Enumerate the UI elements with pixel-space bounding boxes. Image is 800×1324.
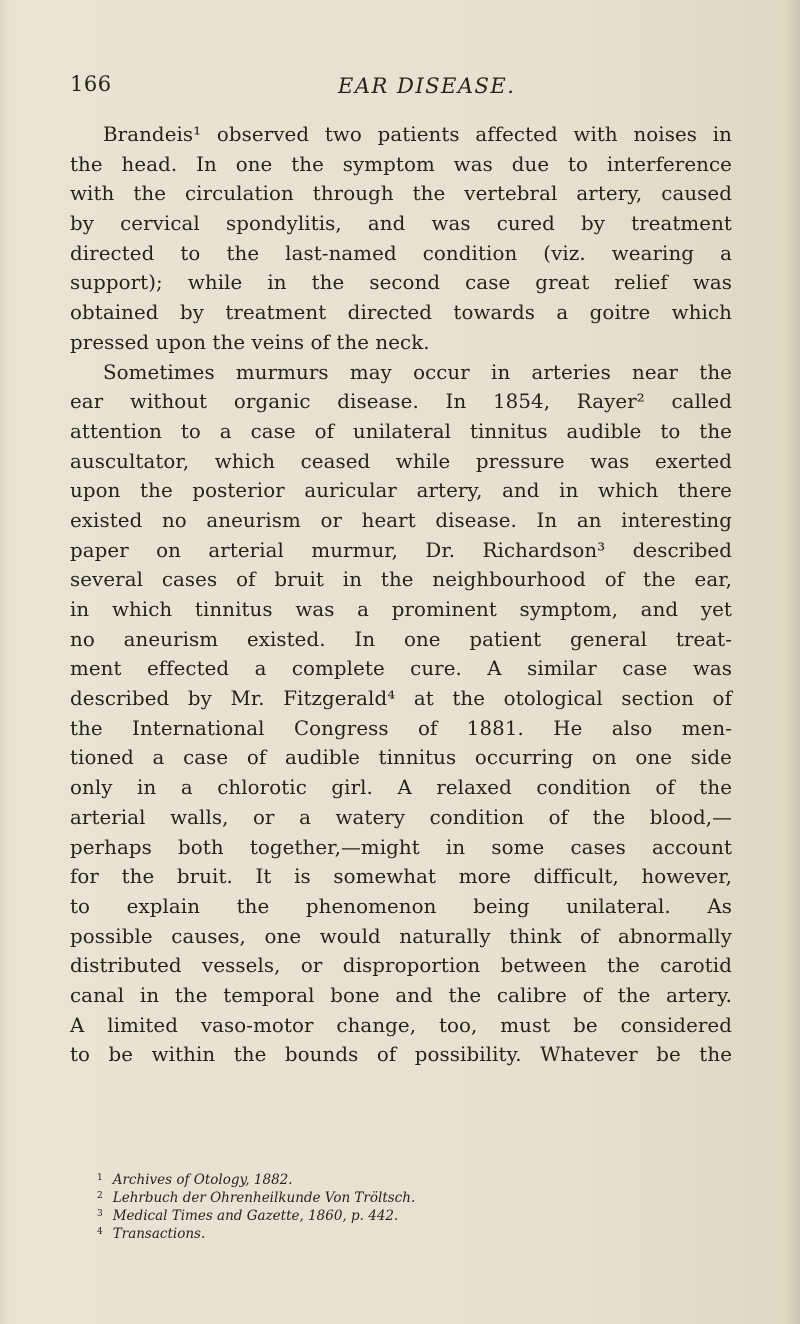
text-line: to be within the bounds of possibility. Whatever be the [70,1043,732,1067]
text-line: Sometimes murmurs may occur in arteries near the [103,360,732,384]
page-header [0,72,800,112]
text-line: pressed upon the veins of the neck. [70,330,430,354]
text-line: obtained by treatment directed towards a goitre which [70,301,732,325]
page-gutter-shadow [0,0,10,1324]
running-head: EAR DISEASE. [338,74,516,98]
text-line: attention to a case of unilateral tinnitus audible to the [70,419,732,443]
footnote [97,1225,737,1243]
footnote-text: Transactions. [112,1226,206,1242]
footnote-marker: 4 [97,1227,103,1237]
footnote-marker: 1 [97,1173,103,1183]
text-line: the head. In one the symptom was due to interference [70,152,732,176]
page-number: 166 [70,72,112,96]
text-line: for the bruit. It is somewhat more difficult, however, [70,865,732,889]
text-line: A limited vaso-motor change, too, must be considered [70,1013,732,1037]
text-line: ment effected a complete cure. A similar case was [70,657,732,681]
body-text [70,120,732,1070]
text-line: existed no aneurism or heart disease. In an interesting [70,508,732,532]
text-line: described by Mr. Fitzgerald⁴ at the otological section of [70,687,732,711]
text-line: tioned a case of audible tinnitus occurring on one side [70,746,732,770]
text-line: perhaps both together,—might in some cases account [70,835,732,859]
footnote [97,1189,737,1207]
text-line: paper on arterial murmur, Dr. Richardson³ described [70,538,732,562]
text-line: by cervical spondylitis, and was cured by treatment [70,212,732,236]
footnote-text: Lehrbuch der Ohrenheilkunde Von Tröltsch. [112,1190,416,1206]
text-line: canal in the temporal bone and the calibre of the artery. [70,983,732,1007]
footnotes [97,1171,737,1243]
text-line: several cases of bruit in the neighbourhood of the ear, [70,568,732,592]
footnote [97,1171,737,1189]
text-line: distributed vessels, or disproportion between the carotid [70,954,732,978]
text-line: support); while in the second case great relief was [70,271,732,295]
footnote-text: Archives of Otology, 1882. [112,1172,293,1188]
text-line: in which tinnitus was a prominent symptom, and yet [70,598,732,621]
footnote [97,1207,737,1225]
text-line: with the circulation through the vertebral artery, caused [70,182,732,206]
footnote-marker: 2 [97,1191,103,1201]
footnote-text: Medical Times and Gazette, 1860, p. 442. [112,1208,399,1224]
text-line: directed to the last-named condition (viz. wearing a [70,241,732,265]
text-line: ear without organic disease. In 1854, Rayer² called [70,390,732,414]
text-line: possible causes, one would naturally think of abnormally [70,924,732,948]
footnote-marker: 3 [97,1209,103,1219]
text-line: no aneurism existed. In one patient general treat- [70,627,732,651]
text-line: to explain the phenomenon being unilateral. As [70,894,732,918]
text-line: auscultator, which ceased while pressure was exerted [70,449,732,473]
page-edge-shadow [786,0,800,1324]
text-line: upon the posterior auricular artery, and in which there [70,479,732,503]
text-line: only in a chlorotic girl. A relaxed condition of the [70,776,732,800]
text-line: Brandeis¹ observed two patients affected with noises in [103,123,732,146]
text-line: the International Congress of 1881. He also men- [70,716,732,740]
text-line: arterial walls, or a watery condition of the blood,— [70,805,732,829]
